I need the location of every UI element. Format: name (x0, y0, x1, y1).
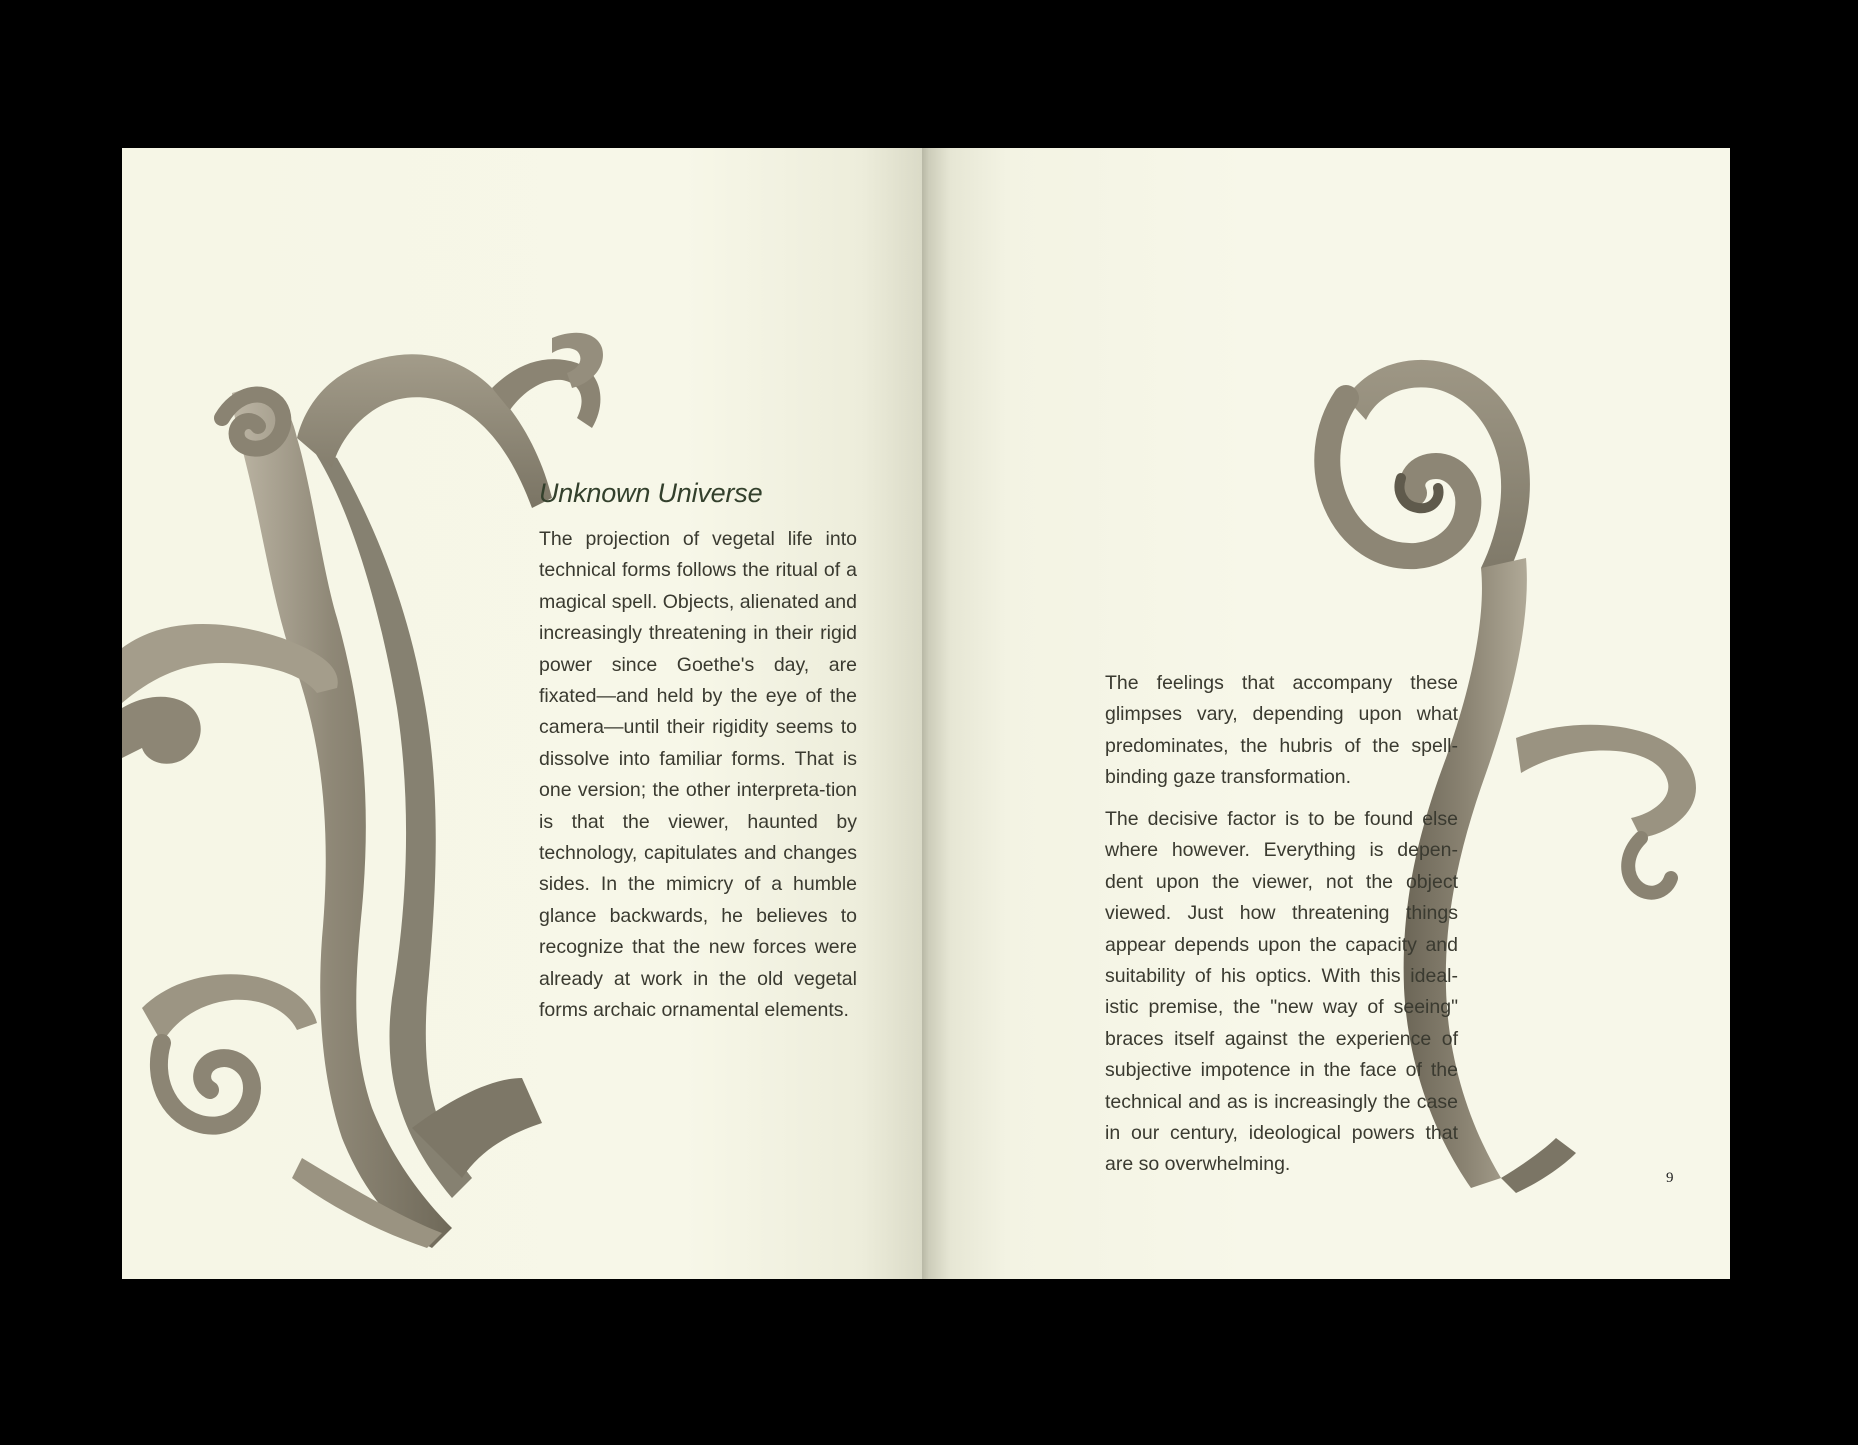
book-gutter (922, 148, 930, 1279)
right-page (926, 148, 1730, 1279)
right-paragraph-1: The feelings that accompany these glimpses vary, depending upon what predominates, the hubris of the spell-binding gaze transformation. (1105, 672, 1458, 789)
right-paragraph-2: The decisive factor is to be found else where however. Everything is depen-dent upon the viewer, not the object viewed. Just how threatening things appear depends upon the capacity and suitability of his optics. With this ideal-istic premise, the "new way of seeing" braces itself against the experience of subjective impotence in the face of the technical and as is increasingly the case in our century, ideological powers that are so overwhelming. (1105, 808, 1458, 1176)
page-number: 9 (1666, 1170, 1674, 1186)
left-paragraph: The projection of vegetal life into technical forms follows the ritual of a magical spell. Objects, alienated and increasingly threatening in their rigid power since Goethe's day, are fixated—and held by the eye of the camera—until their rigidity seems to dissolve into familiar forms. That is one version; the other interpreta-tion is that the viewer, haunted by technology, capitulates and changes sides. In the mimicry of a humble glance backwards, he believes to recognize that the new forces were already at work in the old vegetal forms archaic ornamental elements. (539, 528, 857, 1022)
magazine-spread (122, 148, 1730, 1279)
left-page (122, 148, 926, 1279)
article-heading: Unknown Universe (539, 478, 763, 508)
